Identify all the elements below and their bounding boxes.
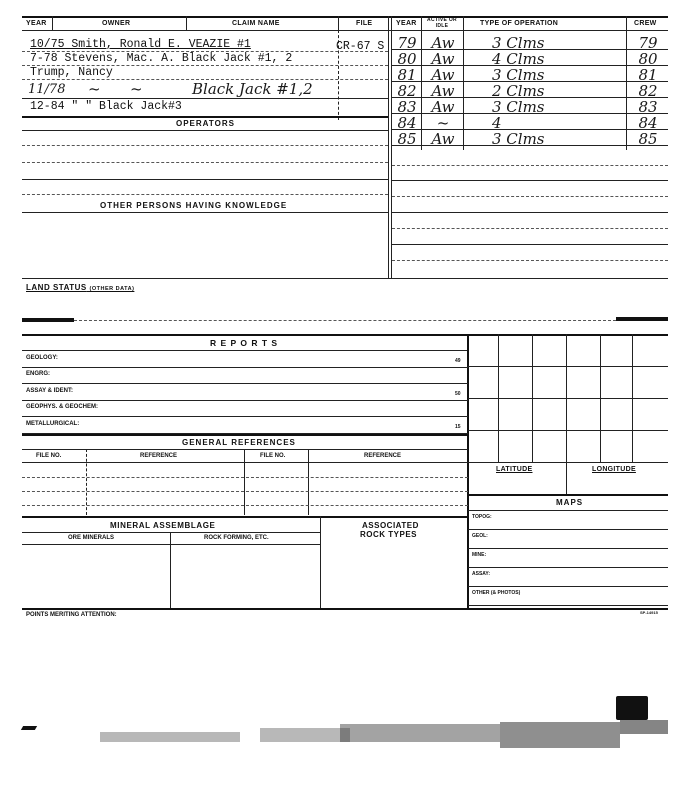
map-label: OTHER (& PHOTOS) <box>472 590 521 596</box>
genref-col-reference2: REFERENCE <box>364 453 402 459</box>
rock-types-label: ROCK TYPES <box>360 530 418 539</box>
row-line <box>22 51 388 52</box>
mineral-col-divider <box>170 532 171 608</box>
op-status: Aw <box>431 66 455 84</box>
map-row-line <box>468 548 668 549</box>
row-line <box>22 212 388 213</box>
scan-noise <box>100 732 240 742</box>
hdr-tick <box>463 16 464 30</box>
scan-bar-right <box>616 317 668 321</box>
file-value: CR-67 S <box>336 40 385 53</box>
op-year: 79 <box>397 34 417 52</box>
mineral-col-divider <box>320 516 321 608</box>
op-status: Aw <box>431 130 455 148</box>
row-line <box>392 228 668 229</box>
top-border <box>22 16 668 18</box>
scan-noise <box>340 724 500 742</box>
operators-top-line <box>22 116 388 118</box>
map-label: TOPOG: <box>472 514 492 520</box>
op-year: 82 <box>397 82 417 100</box>
mineral-underline <box>22 532 320 533</box>
genref-title: GENERAL REFERENCES <box>182 438 296 447</box>
op-col-line <box>463 30 464 150</box>
genref-col-file-no: FILE NO. <box>36 453 62 459</box>
report-row-line <box>22 367 468 368</box>
report-label: GEOPHYS. & GEOCHEM: <box>26 404 99 410</box>
row-line <box>392 180 668 181</box>
mineral-col-line <box>22 544 320 545</box>
hdr-tick <box>626 16 627 30</box>
row-line <box>22 491 468 492</box>
row-line <box>22 145 388 146</box>
panel-divider <box>391 16 392 278</box>
op-crew: 83 <box>638 98 658 116</box>
row-line <box>392 212 668 213</box>
genref-col-reference: REFERENCE <box>140 453 178 459</box>
points-label: POINTS MERITING ATTENTION: <box>26 612 117 618</box>
map-label: GEOL: <box>472 533 488 539</box>
row-line <box>392 260 668 261</box>
report-number: 50 <box>455 391 461 397</box>
other-persons-label: OTHER PERSONS HAVING KNOWLEDGE <box>100 201 288 210</box>
op-status: ~ <box>436 114 450 132</box>
grid-line <box>468 462 668 463</box>
hw-ditto2: ~ <box>130 80 143 98</box>
row-line <box>392 244 668 245</box>
mineral-top-line <box>22 516 468 518</box>
section-bottom-line <box>22 278 668 279</box>
op-type: 4 Clms <box>492 50 545 68</box>
owner-row-2: 7-78 Stevens, Mac. A. Black Jack #1, 2 <box>30 52 293 65</box>
op-type: 3 Clms <box>492 130 545 148</box>
mineral-title: MINERAL ASSEMBLAGE <box>110 521 216 530</box>
grid-line <box>468 430 668 431</box>
scan-noise <box>260 728 350 742</box>
ore-minerals-label: ORE MINERALS <box>68 535 115 541</box>
grid-line <box>468 398 668 399</box>
op-year: 84 <box>397 114 417 132</box>
maps-underline <box>468 510 668 511</box>
op-crew: 85 <box>638 130 658 148</box>
op-type: 3 Clms <box>492 66 545 84</box>
row-line <box>392 165 668 166</box>
report-number: 49 <box>455 358 461 364</box>
map-row-line <box>468 586 668 587</box>
genref-col-file-no2: FILE NO. <box>260 453 286 459</box>
op-year: 81 <box>397 66 417 84</box>
op-crew: 79 <box>638 34 658 52</box>
op-year: 83 <box>397 98 417 116</box>
hdr-tick <box>421 16 422 30</box>
scan-bar-left <box>22 318 74 322</box>
report-number: 15 <box>455 424 461 430</box>
op-type: 3 Clms <box>492 34 545 52</box>
type-of-operation-header: TYPE OF OPERATION <box>480 20 559 27</box>
grid-line <box>566 334 567 494</box>
op-col-line <box>421 30 422 150</box>
hdr-tick <box>52 16 53 30</box>
row-line <box>22 162 388 163</box>
scan-mark <box>21 726 37 730</box>
reports-title: R E P O R T S <box>210 338 279 348</box>
map-label: ASSAY: <box>472 571 491 577</box>
op-year: 80 <box>397 50 417 68</box>
file-header: FILE <box>356 20 373 27</box>
genref-col-line <box>22 462 468 463</box>
report-label: ASSAY & IDENT: <box>26 388 74 394</box>
op-status: Aw <box>431 50 455 68</box>
scan-noise <box>620 720 668 734</box>
report-row-line <box>22 400 468 401</box>
owner-row-3: Trump, Nancy <box>30 66 113 79</box>
hw-date: 11/78 <box>28 82 66 97</box>
op-crew: 81 <box>638 66 658 84</box>
report-row-line <box>22 383 468 384</box>
latitude-label: LATITUDE <box>496 466 533 473</box>
longitude-label: LONGITUDE <box>592 466 636 473</box>
operators-label: OPERATORS <box>176 119 235 128</box>
hw-ditto1: ~ <box>88 80 101 98</box>
scan-noise <box>500 722 620 748</box>
active-idle-header: ACTIVE OR IDLE <box>427 17 457 29</box>
row-line <box>22 477 468 478</box>
owner-header: OWNER <box>102 20 131 27</box>
genref-underline <box>22 449 468 450</box>
owner-row-1: 10/75 Smith, Ronald E. VEAZIE #1 <box>30 38 251 51</box>
map-row-line <box>468 567 668 568</box>
hdr-tick <box>186 16 187 30</box>
row-line <box>22 179 388 180</box>
report-label: METALLURGICAL: <box>26 421 80 427</box>
op-status: Aw <box>431 34 455 52</box>
rock-forming-label: ROCK FORMING, ETC. <box>204 535 269 541</box>
hw-claim: Black Jack #1,2 <box>192 80 313 98</box>
reports-underline <box>22 350 468 351</box>
row-line <box>22 65 388 66</box>
maps-title: MAPS <box>556 498 584 507</box>
report-row-line <box>22 416 468 417</box>
op-year: 85 <box>397 130 417 148</box>
op-type: 2 Clms <box>492 82 545 100</box>
op-row-line <box>392 145 668 146</box>
row-line <box>22 505 468 506</box>
year-header: YEAR <box>26 20 47 27</box>
op-type: 3 Clms <box>492 98 545 116</box>
maps-top-line <box>468 494 668 496</box>
operators-underline <box>22 130 388 131</box>
op-type: 4 <box>492 114 502 132</box>
claim-name-header: CLAIM NAME <box>232 20 280 27</box>
genref-top-line <box>22 434 468 436</box>
op-status: Aw <box>431 82 455 100</box>
op-status: Aw <box>431 98 455 116</box>
row-line <box>74 320 616 321</box>
reports-top-line <box>22 334 668 336</box>
header-underline <box>22 30 668 31</box>
owner-row-4: 12-84 " " Black Jack#3 <box>30 100 182 113</box>
crew-header: CREW <box>634 20 657 27</box>
grid-line <box>468 366 668 367</box>
map-label: MINE: <box>472 552 487 558</box>
map-row-line <box>468 605 668 606</box>
form-number: SP-14915 <box>640 610 658 615</box>
row-line <box>22 194 388 195</box>
panel-divider <box>388 16 389 278</box>
row-line <box>392 196 668 197</box>
bottom-line <box>22 608 668 610</box>
row-line <box>22 98 388 99</box>
hdr-tick <box>338 16 339 30</box>
op-crew: 84 <box>638 114 658 132</box>
op-col-line <box>626 30 627 150</box>
op-crew: 82 <box>638 82 658 100</box>
report-label: GEOLOGY: <box>26 355 58 361</box>
scan-block <box>616 696 648 720</box>
land-status-label: LAND STATUS (OTHER DATA) <box>26 283 135 292</box>
year2-header: YEAR <box>396 20 417 27</box>
associated-label: ASSOCIATED <box>362 521 419 530</box>
report-label: ENGRG: <box>26 371 50 377</box>
op-crew: 80 <box>638 50 658 68</box>
map-row-line <box>468 529 668 530</box>
